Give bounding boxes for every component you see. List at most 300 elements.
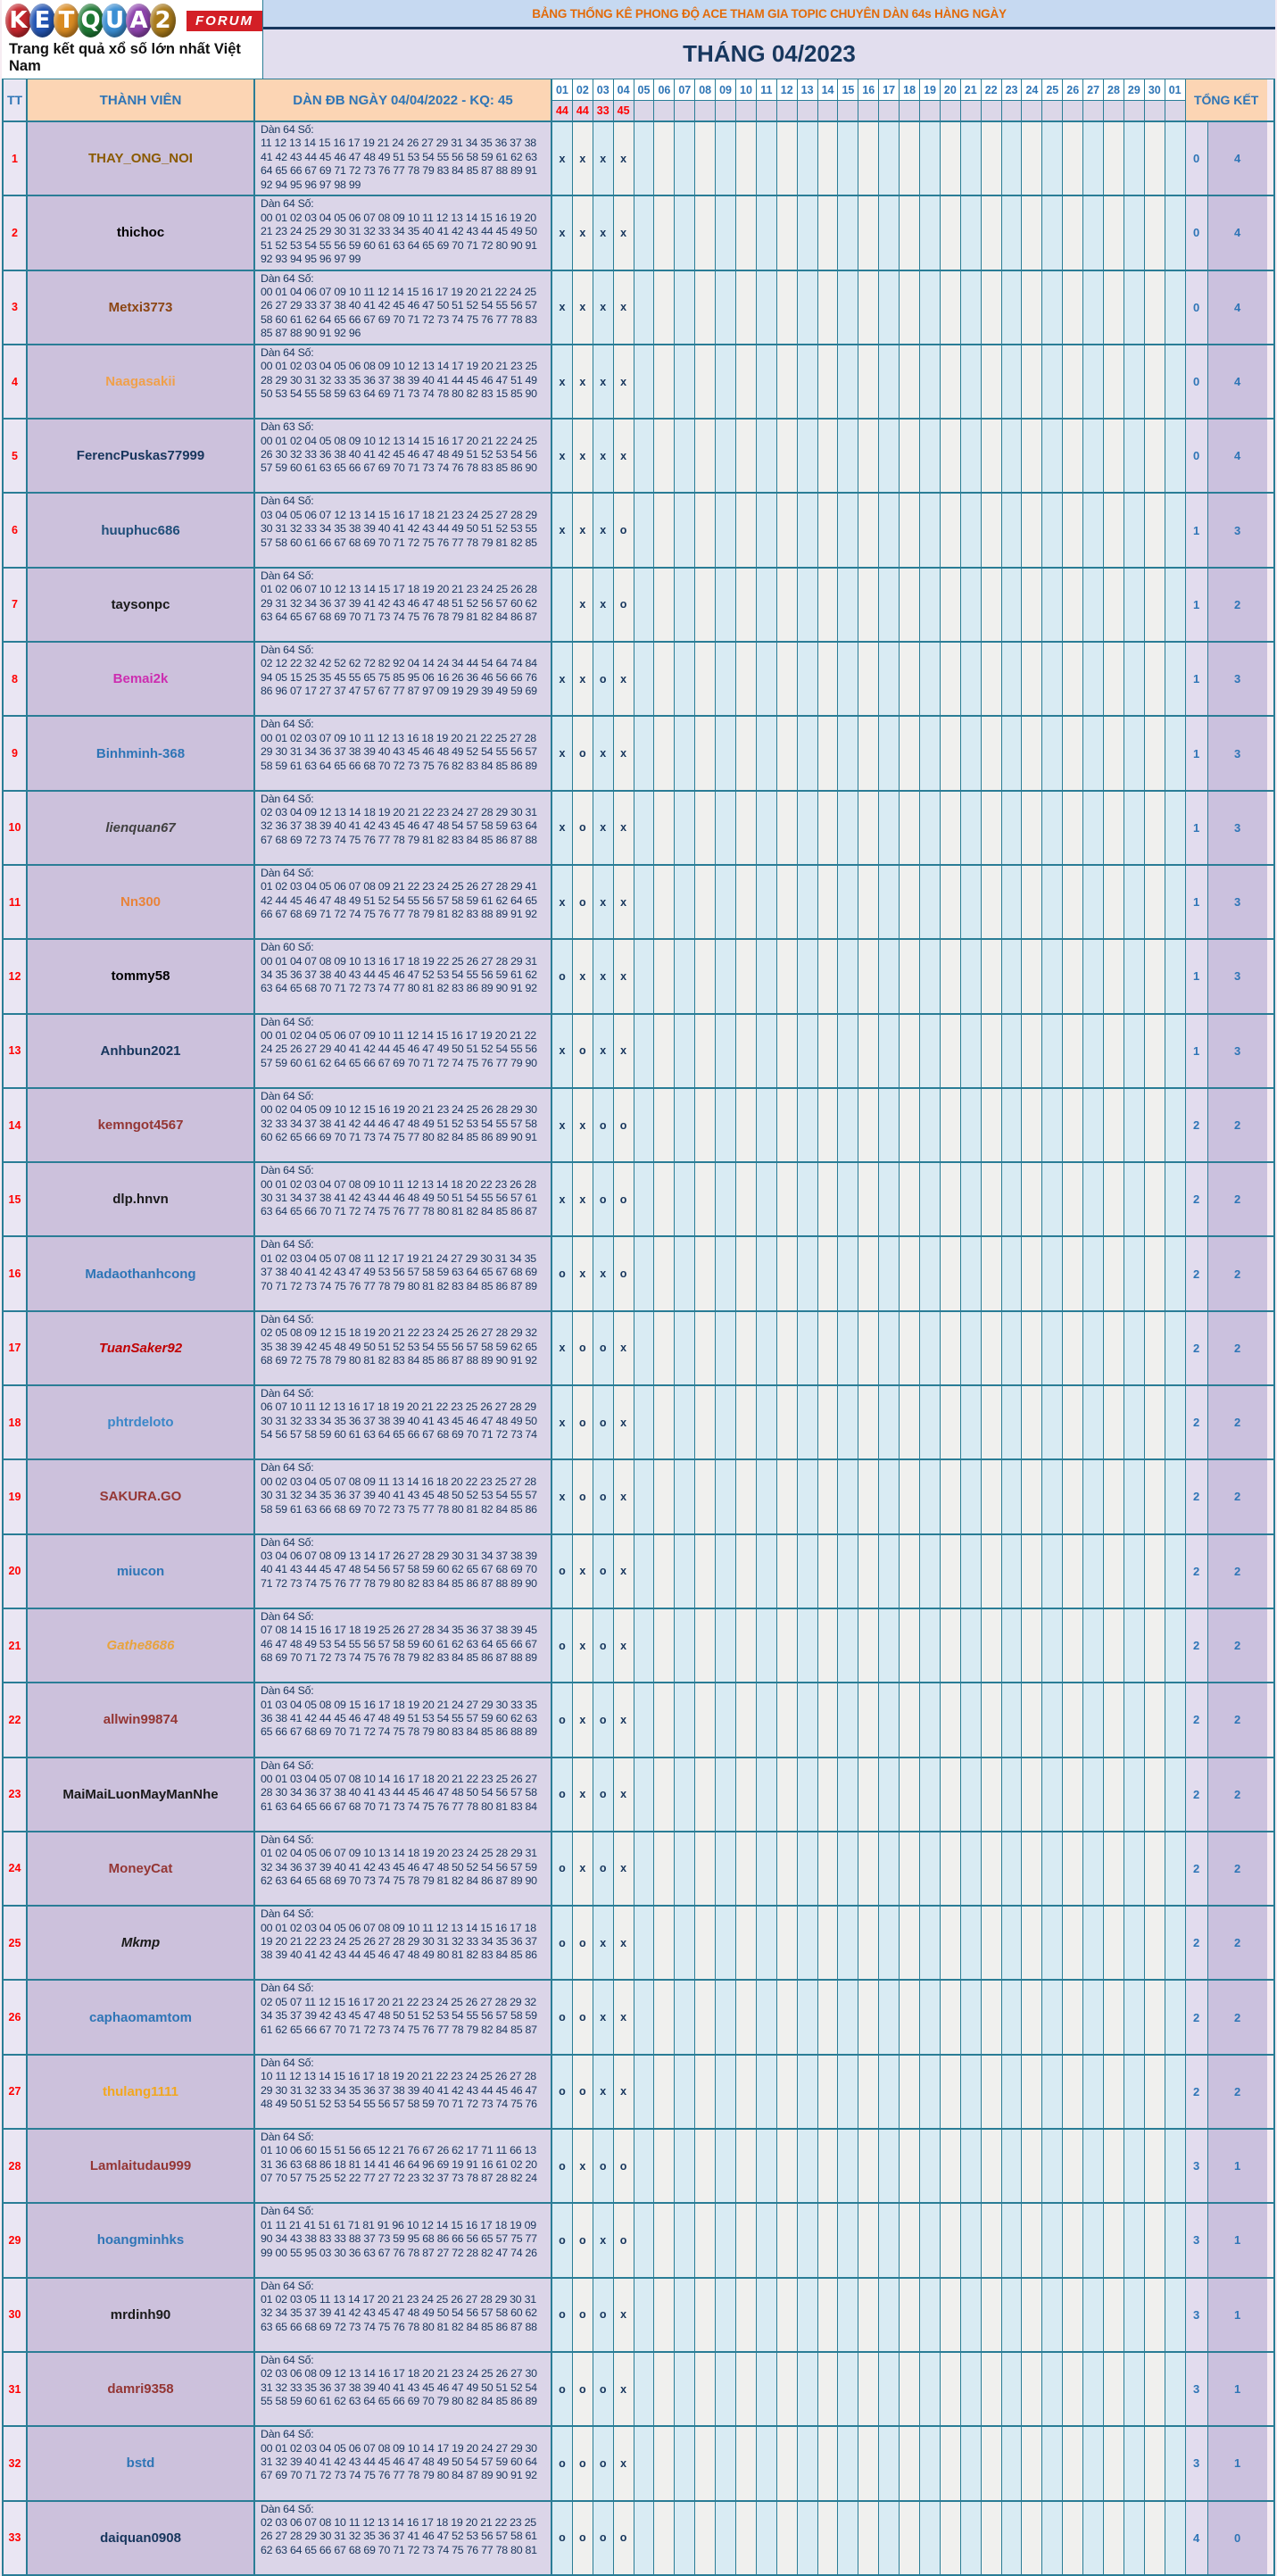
member-name[interactable]: thichoc: [28, 196, 255, 269]
day-mark-cell: [982, 1015, 1002, 1087]
day-mark-cell: [1165, 1758, 1186, 1831]
day-mark-cell: [920, 196, 941, 269]
day-column-header: [920, 79, 941, 120]
day-mark-cell: [1083, 2130, 1104, 2202]
day-mark-cell: [941, 1832, 961, 1905]
day-mark-cell: o: [593, 2427, 614, 2499]
day-mark-cell: [1063, 2427, 1083, 2499]
day-mark-cell: [716, 1460, 736, 1533]
member-name[interactable]: SAKURA.GO: [28, 1460, 255, 1533]
table-row: [4, 1683, 1273, 1757]
dan-number-line: 00 01 02 03 04 05 06 08 09 10 12 13 14 17 19 20 21 23 25: [261, 360, 537, 373]
day-mark-cell: [1124, 1981, 1145, 2053]
day-mark-cell: [961, 2279, 982, 2351]
member-name[interactable]: dlp.hnvn: [28, 1163, 255, 1235]
day-kq-result: [1083, 101, 1103, 120]
day-mark-cell: [736, 1832, 757, 1905]
day-mark-cell: x: [573, 1089, 593, 1161]
day-mark-cell: [1145, 1237, 1165, 1309]
day-number: 03: [593, 79, 613, 101]
day-mark-cell: [634, 1535, 655, 1608]
dan-number-line: 61 63 64 65 66 67 68 70 71 73 74 75 76 77 78 80 81 83 84: [261, 1799, 537, 1813]
day-mark-cell: [1042, 866, 1063, 938]
day-mark-cell: [900, 1609, 920, 1682]
day-mark-cell: [736, 1015, 757, 1087]
day-mark-cell: [1145, 1312, 1165, 1384]
total-hit-count: 1: [1208, 2279, 1267, 2351]
site-logo[interactable]: [2, 0, 262, 79]
day-mark-cell: [858, 940, 879, 1012]
day-mark-cell: x: [552, 345, 573, 418]
day-mark-cell: o: [593, 1832, 614, 1905]
day-mark-cell: [858, 1683, 879, 1756]
day-mark-cell: [900, 1312, 920, 1384]
day-mark-cell: [1165, 1089, 1186, 1161]
member-name[interactable]: bstd: [28, 2427, 255, 2499]
day-mark-cell: [858, 122, 879, 195]
day-mark-cell: [695, 1460, 716, 1533]
member-name[interactable]: allwin99874: [28, 1683, 255, 1756]
day-column-header: [1042, 79, 1063, 120]
day-mark-cell: [675, 420, 695, 492]
day-mark-cell: [961, 1683, 982, 1756]
dan-number-line: 00 01 03 04 05 07 08 10 14 16 17 18 20 21 22 23 25 26 27: [261, 1772, 537, 1785]
member-name[interactable]: Naagasakii: [28, 345, 255, 418]
day-mark-cell: [900, 792, 920, 864]
day-mark-cell: [1165, 420, 1186, 492]
member-name[interactable]: Binhminh-368: [28, 717, 255, 789]
day-mark-cell: [777, 643, 798, 715]
day-mark-cell: [818, 717, 839, 789]
member-name[interactable]: Mkmp: [28, 1907, 255, 1979]
day-mark-cell: [654, 1386, 675, 1458]
member-name[interactable]: Gathe8686: [28, 1609, 255, 1682]
member-name[interactable]: caphaomamtom: [28, 1981, 255, 2053]
member-name[interactable]: Lamlaitudau999: [28, 2130, 255, 2202]
day-mark-cell: [961, 643, 982, 715]
row-number: 22: [4, 1683, 28, 1756]
total-hit-count: 1: [1208, 2353, 1267, 2425]
day-mark-cell: [757, 271, 777, 344]
day-mark-cell: [654, 420, 675, 492]
dan-number-line: 92 94 95 96 97 98 99: [261, 178, 361, 191]
day-mark-cell: [654, 2353, 675, 2425]
day-mark-cell: [1165, 1683, 1186, 1756]
day-number: 19: [920, 79, 940, 101]
day-mark-cell: x: [614, 2427, 634, 2499]
member-name[interactable]: Anhbun2021: [28, 1015, 255, 1087]
total-hit-count: 4: [1208, 271, 1267, 344]
dan-number-line: 00 01 02 03 04 05 06 07 08 09 10 11 12 13 14 15 16 17 18: [261, 1921, 536, 1934]
day-mark-cell: [1124, 1535, 1145, 1608]
day-mark-cell: [777, 1015, 798, 1087]
row-number: 23: [4, 1758, 28, 1831]
day-mark-cell: [736, 1163, 757, 1235]
day-mark-cell: x: [614, 1015, 634, 1087]
day-mark-cell: [634, 345, 655, 418]
day-mark-cell: [1063, 420, 1083, 492]
day-mark-cell: x: [552, 271, 573, 344]
day-mark-cell: [1083, 2502, 1104, 2574]
member-name[interactable]: MoneyCat: [28, 1832, 255, 1905]
day-mark-cell: [982, 271, 1002, 344]
day-mark-cell: [1124, 1312, 1145, 1384]
day-mark-cell: [858, 1535, 879, 1608]
table-row: [4, 1386, 1273, 1460]
member-name[interactable]: kemngot4567: [28, 1089, 255, 1161]
total-hit-count: 3: [1208, 940, 1267, 1012]
day-mark-cell: [634, 494, 655, 566]
day-mark-cell: [900, 2056, 920, 2128]
row-number: 6: [4, 494, 28, 566]
day-mark-cell: [757, 2204, 777, 2276]
member-name[interactable]: Nn300: [28, 866, 255, 938]
total-miss-count: 1: [1186, 792, 1208, 864]
day-mark-cell: [1002, 1907, 1023, 1979]
day-number: 01: [552, 79, 572, 101]
member-name[interactable]: daiquan0908: [28, 2502, 255, 2574]
day-mark-cell: [1022, 1386, 1042, 1458]
day-mark-cell: [798, 792, 818, 864]
day-mark-cell: [1022, 2204, 1042, 2276]
day-mark-cell: [1165, 792, 1186, 864]
day-mark-cell: [818, 643, 839, 715]
day-mark-cell: x: [593, 717, 614, 789]
dan-number-line: 28 29 30 31 32 33 35 36 37 38 39 40 41 44 45 46 47 51 49: [261, 373, 537, 386]
day-number: 22: [982, 79, 1001, 101]
day-mark-cell: [961, 1163, 982, 1235]
day-number: 05: [634, 79, 654, 101]
day-mark-cell: [654, 345, 675, 418]
day-mark-cell: [716, 2502, 736, 2574]
day-number: 06: [654, 79, 674, 101]
day-mark-cell: [1042, 271, 1063, 344]
day-column-header: [654, 79, 675, 120]
day-mark-cell: [1124, 1460, 1145, 1533]
logo-letter: A: [126, 4, 152, 37]
day-column-header: [573, 79, 593, 120]
day-mark-cell: [961, 2502, 982, 2574]
day-mark-cell: x: [593, 122, 614, 195]
dan-numbers-cell: [255, 196, 552, 269]
day-mark-cell: [941, 2427, 961, 2499]
member-name[interactable]: Metxi3773: [28, 271, 255, 344]
member-name[interactable]: TuanSaker92: [28, 1312, 255, 1384]
day-mark-cell: [798, 1683, 818, 1756]
day-mark-cell: [1002, 866, 1023, 938]
day-mark-cell: [695, 792, 716, 864]
row-number: 21: [4, 1609, 28, 1682]
dan-number-line: 03 04 05 06 07 12 13 14 15 16 17 18 21 23 24 25 27 28 29: [261, 508, 537, 521]
day-mark-cell: [1083, 494, 1104, 566]
day-mark-cell: [777, 271, 798, 344]
table-row: [4, 2279, 1273, 2353]
day-mark-cell: [695, 1312, 716, 1384]
day-mark-cell: [961, 196, 982, 269]
day-mark-cell: [838, 1981, 858, 2053]
table-row: [4, 1237, 1273, 1311]
table-row: [4, 2204, 1273, 2278]
day-mark-cell: [941, 643, 961, 715]
day-mark-cell: [1083, 1609, 1104, 1682]
day-mark-cell: [1022, 2130, 1042, 2202]
day-mark-cell: [858, 1609, 879, 1682]
day-mark-cell: [757, 1609, 777, 1682]
dan-number-line: 02 05 07 11 12 15 16 17 20 21 22 23 24 25 26 27 28 29 32: [261, 1995, 536, 2008]
day-mark-cell: [777, 1312, 798, 1384]
day-mark-cell: [1145, 2502, 1165, 2574]
day-mark-cell: o: [614, 569, 634, 641]
day-mark-cell: [1124, 2204, 1145, 2276]
day-mark-cell: x: [614, 1460, 634, 1533]
day-mark-cell: [654, 2279, 675, 2351]
day-mark-cell: [654, 1981, 675, 2053]
day-mark-cell: [1083, 1312, 1104, 1384]
table-row: [4, 1163, 1273, 1237]
day-mark-cell: [1165, 2204, 1186, 2276]
dan-number-line: 60 62 65 66 69 70 71 73 74 75 77 80 82 84 85 86 89 90 91: [261, 1131, 537, 1144]
day-mark-cell: [858, 345, 879, 418]
day-mark-cell: [695, 494, 716, 566]
day-mark-cell: [838, 420, 858, 492]
day-column-header: [1104, 79, 1124, 120]
day-mark-cell: o: [593, 1312, 614, 1384]
member-name[interactable]: miucon: [28, 1535, 255, 1608]
dan-number-line: 66 67 68 69 71 72 74 75 76 77 78 79 81 82 83 88 89 91 92: [261, 908, 537, 921]
dan-numbers-cell: [255, 2279, 552, 2351]
day-mark-cell: [777, 866, 798, 938]
day-mark-cell: [982, 2204, 1002, 2276]
day-mark-cell: [777, 2353, 798, 2425]
member-name[interactable]: MaiMaiLuonMayManNhe: [28, 1758, 255, 1831]
day-mark-cell: [1022, 1981, 1042, 2053]
day-mark-cell: o: [552, 2056, 573, 2128]
member-name[interactable]: Madaothanhcong: [28, 1237, 255, 1309]
day-mark-cell: [818, 1237, 839, 1309]
day-mark-cell: [858, 569, 879, 641]
dan-label: Dàn 64 Số:: [261, 2428, 314, 2441]
total-miss-count: 2: [1186, 1237, 1208, 1309]
member-name[interactable]: THAY_ONG_NOI: [28, 122, 255, 195]
day-mark-cell: [1124, 1237, 1145, 1309]
total-miss-count: 2: [1186, 1981, 1208, 2053]
day-mark-cell: [1063, 2279, 1083, 2351]
member-name[interactable]: lienquan67: [28, 792, 255, 864]
day-mark-cell: [1063, 1832, 1083, 1905]
total-miss-count: 1: [1186, 940, 1208, 1012]
day-mark-cell: [757, 1460, 777, 1533]
day-mark-cell: x: [573, 1758, 593, 1831]
total-hit-count: 3: [1208, 866, 1267, 938]
day-mark-cell: [818, 1907, 839, 1979]
row-number: 5: [4, 420, 28, 492]
day-mark-cell: [675, 1981, 695, 2053]
member-name[interactable]: thulang1111: [28, 2056, 255, 2128]
day-mark-cell: x: [593, 2056, 614, 2128]
day-column-header: [1124, 79, 1145, 120]
day-mark-cell: [757, 345, 777, 418]
dan-numbers-cell: [255, 717, 552, 789]
day-mark-cell: [1145, 345, 1165, 418]
day-mark-cell: [675, 1015, 695, 1087]
table-row: [4, 866, 1273, 940]
row-number: 10: [4, 792, 28, 864]
day-mark-cell: [654, 792, 675, 864]
day-mark-cell: x: [614, 717, 634, 789]
day-mark-cell: [961, 1981, 982, 2053]
day-mark-cell: [1042, 494, 1063, 566]
day-number: 01: [1165, 79, 1185, 101]
member-name[interactable]: taysonpc: [28, 569, 255, 641]
day-mark-cell: [1002, 792, 1023, 864]
day-mark-cell: [757, 1237, 777, 1309]
day-column-header: [982, 79, 1002, 120]
day-mark-cell: [675, 122, 695, 195]
member-name[interactable]: tommy58: [28, 940, 255, 1012]
dan-label: Dàn 64 Số:: [261, 2205, 314, 2218]
day-mark-cell: [920, 569, 941, 641]
day-mark-cell: [1104, 1683, 1124, 1756]
day-mark-cell: x: [614, 420, 634, 492]
day-mark-cell: o: [593, 2130, 614, 2202]
day-mark-cell: x: [593, 1981, 614, 2053]
member-name[interactable]: damri9358: [28, 2353, 255, 2425]
member-name[interactable]: phtrdeloto: [28, 1386, 255, 1458]
day-mark-cell: [920, 940, 941, 1012]
day-mark-cell: [818, 792, 839, 864]
day-mark-cell: [1083, 345, 1104, 418]
day-mark-cell: [941, 1386, 961, 1458]
dan-number-line: 68 69 70 71 72 73 74 75 76 78 79 82 83 84 85 86 87 88 89: [261, 1651, 537, 1665]
dan-numbers-cell: [255, 940, 552, 1012]
day-mark-cell: [1104, 345, 1124, 418]
dan-number-line: 01 02 03 04 05 07 08 11 12 17 19 21 24 27 29 30 31 34 35: [261, 1251, 536, 1265]
day-mark-cell: [675, 1609, 695, 1682]
day-mark-cell: [858, 2279, 879, 2351]
day-mark-cell: [716, 1089, 736, 1161]
day-mark-cell: x: [593, 866, 614, 938]
day-mark-cell: x: [573, 345, 593, 418]
day-mark-cell: [920, 1163, 941, 1235]
total-miss-count: 2: [1186, 1683, 1208, 1756]
row-number: 25: [4, 1907, 28, 1979]
dan-number-line: 58 59 61 63 64 65 66 68 70 72 73 75 76 82 83 84 85 86 89: [261, 759, 537, 772]
day-mark-cell: [736, 1386, 757, 1458]
day-column-header: [1022, 79, 1042, 120]
day-mark-cell: o: [593, 1386, 614, 1458]
day-mark-cell: [798, 122, 818, 195]
day-mark-cell: [920, 1535, 941, 1608]
dan-number-line: 26 27 29 33 37 38 40 41 42 45 46 47 50 51 52 54 55 56 57: [261, 299, 537, 312]
day-mark-cell: [798, 2056, 818, 2128]
dan-label: Dàn 64 Số:: [261, 197, 314, 211]
row-number: 7: [4, 569, 28, 641]
day-mark-cell: [1002, 2130, 1023, 2202]
row-number: 1: [4, 122, 28, 195]
day-mark-cell: [879, 1089, 900, 1161]
day-mark-cell: o: [552, 2204, 573, 2276]
member-name[interactable]: FerencPuskas77999: [28, 420, 255, 492]
day-kq-result: [858, 101, 878, 120]
day-kq-result: [716, 101, 735, 120]
day-mark-cell: [777, 1386, 798, 1458]
day-mark-cell: [1022, 1312, 1042, 1384]
day-mark-cell: [1083, 569, 1104, 641]
day-mark-cell: [757, 792, 777, 864]
day-mark-cell: [818, 1386, 839, 1458]
table-row: [4, 792, 1273, 866]
day-mark-cell: [777, 569, 798, 641]
day-kq-result: [838, 101, 858, 120]
day-mark-cell: [716, 2056, 736, 2128]
day-mark-cell: [1104, 1089, 1124, 1161]
dan-number-line: 03 04 06 07 08 09 13 14 17 26 27 28 29 30 31 34 37 38 39: [261, 1550, 537, 1563]
day-number: 08: [695, 79, 715, 101]
day-mark-cell: [1022, 1535, 1042, 1608]
day-mark-cell: [1124, 1386, 1145, 1458]
member-name[interactable]: huuphuc686: [28, 494, 255, 566]
dan-numbers-cell: [255, 1981, 552, 2053]
dan-numbers-cell: [255, 643, 552, 715]
day-mark-cell: [695, 643, 716, 715]
member-name[interactable]: Bemai2k: [28, 643, 255, 715]
day-mark-cell: [900, 271, 920, 344]
day-mark-cell: [818, 2353, 839, 2425]
day-mark-cell: [1063, 1609, 1083, 1682]
day-mark-cell: [1165, 2353, 1186, 2425]
total-miss-count: 2: [1186, 1832, 1208, 1905]
day-mark-cell: [1145, 569, 1165, 641]
day-mark-cell: o: [593, 643, 614, 715]
table-row: [4, 122, 1273, 196]
dan-label: Dàn 64 Số:: [261, 2131, 314, 2144]
day-mark-cell: [858, 1089, 879, 1161]
day-mark-cell: x: [614, 345, 634, 418]
day-mark-cell: [961, 420, 982, 492]
total-hit-count: 2: [1208, 1758, 1267, 1831]
day-number: 04: [614, 79, 634, 101]
day-mark-cell: [634, 643, 655, 715]
day-mark-cell: o: [593, 1460, 614, 1533]
dan-numbers-cell: [255, 1758, 552, 1831]
day-mark-cell: o: [593, 2502, 614, 2574]
day-mark-cell: [757, 643, 777, 715]
dan-number-line: 85 87 88 90 91 92 96: [261, 327, 361, 340]
total-hit-count: 2: [1208, 1683, 1267, 1756]
day-mark-cell: [1124, 1907, 1145, 1979]
member-name[interactable]: mrdinh90: [28, 2279, 255, 2351]
day-mark-cell: [634, 2056, 655, 2128]
total-hit-count: 2: [1208, 1163, 1267, 1235]
day-mark-cell: [798, 1163, 818, 1235]
day-mark-cell: [941, 2279, 961, 2351]
dan-label: Dàn 64 Số:: [261, 718, 314, 731]
day-mark-cell: [1042, 2353, 1063, 2425]
day-mark-cell: [858, 271, 879, 344]
day-mark-cell: [941, 1163, 961, 1235]
dan-numbers-cell: [255, 569, 552, 641]
day-mark-cell: [1022, 122, 1042, 195]
table-row: [4, 2353, 1273, 2427]
day-mark-cell: [879, 2056, 900, 2128]
day-mark-cell: [900, 1758, 920, 1831]
day-mark-cell: [982, 1237, 1002, 1309]
day-mark-cell: [900, 643, 920, 715]
day-mark-cell: [798, 940, 818, 1012]
member-name[interactable]: hoangminhks: [28, 2204, 255, 2276]
total-miss-count: 3: [1186, 2427, 1208, 2499]
day-mark-cell: [1002, 494, 1023, 566]
